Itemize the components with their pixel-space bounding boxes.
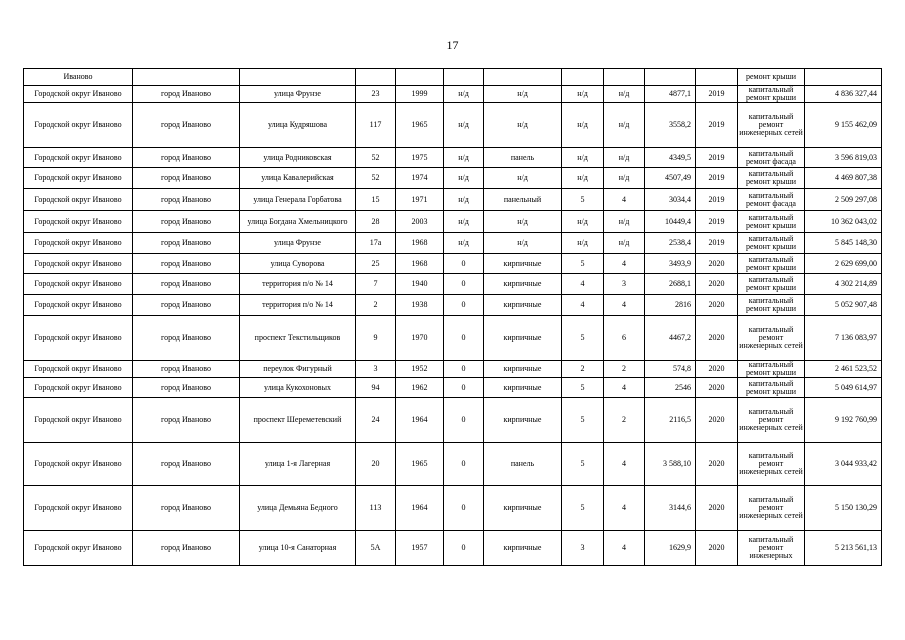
table-cell-col6: н/д [444,148,484,168]
table-cell-col6: н/д [444,86,484,103]
table-cell-col4: 94 [356,378,396,398]
table-cell-col13: 3 596 819,03 [805,148,882,168]
table-cell-col7: кирпичные [484,254,562,274]
table-cell-col1: Городской округ Иваново [24,378,133,398]
table-cell-col2: город Иваново [133,189,240,211]
table-cell-col3: проспект Текстильщиков [240,316,356,361]
table-cell-col5: 1962 [396,378,444,398]
table-cell-col12: капитальный ремонт крыши [738,361,805,378]
table-cell-col1: Городской округ Иваново [24,148,133,168]
table-cell-col8: н/д [562,103,604,148]
table-cell-col12: капитальный ремонт инженерных сетей [738,316,805,361]
table-cell-col12: капитальный ремонт фасада [738,148,805,168]
table-cell-col8: 5 [562,189,604,211]
table-cell-col11: 2020 [696,531,738,566]
table-cell-col6 [444,69,484,86]
table-cell-col11: 2020 [696,398,738,443]
table-cell-col8: 3 [562,531,604,566]
table-cell-col11: 2020 [696,378,738,398]
table-cell-col9: 2 [604,398,645,443]
table-cell-col9: 2 [604,361,645,378]
table-cell-col1: Городской округ Иваново [24,316,133,361]
table-cell-col1: Иваново [24,69,133,86]
table-cell-col3: улица Кудряшова [240,103,356,148]
table-cell-col13: 9 192 760,99 [805,398,882,443]
table-cell-col12: капитальный ремонт крыши [738,254,805,274]
table-row [24,211,882,233]
table-cell-col6: н/д [444,103,484,148]
table-cell-col5: 1965 [396,443,444,486]
table-cell-col1: Городской округ Иваново [24,295,133,316]
table-cell-col3: улица Родниковская [240,148,356,168]
table-cell-col4: 117 [356,103,396,148]
table-cell-col7: н/д [484,211,562,233]
table-cell-col6: 0 [444,316,484,361]
table-cell-col9: 6 [604,316,645,361]
table-cell-col11: 2020 [696,254,738,274]
table-cell-col13: 5 049 614,97 [805,378,882,398]
table-cell-col9: н/д [604,148,645,168]
table-cell-col10: 574,8 [645,361,696,378]
table-cell-col10: 3144,6 [645,486,696,531]
table-cell-col11: 2019 [696,103,738,148]
table-cell-col12: капитальный ремонт инженерных [738,531,805,566]
table-cell-col3: улица Суворова [240,254,356,274]
table-cell-col5: 1964 [396,398,444,443]
table-cell-col3: территория п/о № 14 [240,295,356,316]
table-cell-col8: 4 [562,274,604,295]
table-row [24,254,882,274]
table-cell-col2: город Иваново [133,254,240,274]
table-cell-col11: 2020 [696,443,738,486]
table-cell-col2: город Иваново [133,378,240,398]
table-row [24,443,882,486]
table-cell-col5: 1957 [396,531,444,566]
table-cell-col1: Городской округ Иваново [24,398,133,443]
table-cell-col4: 15 [356,189,396,211]
table-cell-col13: 5 845 148,30 [805,233,882,254]
table-cell-col2: город Иваново [133,316,240,361]
table-cell-col8: н/д [562,86,604,103]
table-cell-col8: 2 [562,361,604,378]
table-cell-col7: н/д [484,103,562,148]
table-cell-col3: улица 1-я Лагерная [240,443,356,486]
table-cell-col7: кирпичные [484,295,562,316]
table-cell-col2: город Иваново [133,86,240,103]
table-cell-col7: кирпичные [484,361,562,378]
table-cell-col4: 2 [356,295,396,316]
table-cell-col4: 23 [356,86,396,103]
table-cell-col6: 0 [444,274,484,295]
table-cell-col9: 4 [604,189,645,211]
table-cell-col6: н/д [444,168,484,189]
table-cell-col4: 25 [356,254,396,274]
table-cell-col4: 7 [356,274,396,295]
table-row [24,148,882,168]
table-cell-col11: 2019 [696,168,738,189]
table-cell-col13: 5 052 907,48 [805,295,882,316]
table-cell-col12: капитальный ремонт инженерных сетей [738,443,805,486]
table-cell-col2: город Иваново [133,361,240,378]
table-cell-col10: 4467,2 [645,316,696,361]
table-cell-col5: 1965 [396,103,444,148]
table-cell-col4: 52 [356,148,396,168]
table-cell-col11: 2020 [696,274,738,295]
table-row [24,361,882,378]
table-cell-col6: 0 [444,295,484,316]
table-row [24,486,882,531]
table-cell-col3: улица Кукохоновых [240,378,356,398]
table-cell-col10: 3493,9 [645,254,696,274]
table-row [24,168,882,189]
table-cell-col11: 2019 [696,233,738,254]
table-cell-col10: 4877,1 [645,86,696,103]
table-cell-col9: 4 [604,443,645,486]
table-cell-col13: 4 302 214,89 [805,274,882,295]
table-cell-col12: капитальный ремонт крыши [738,168,805,189]
table-cell-col6: 0 [444,361,484,378]
table-cell-col9: н/д [604,86,645,103]
table-cell-col4: 17а [356,233,396,254]
table-cell-col6: 0 [444,398,484,443]
table-cell-col8: н/д [562,233,604,254]
table-cell-col6: 0 [444,254,484,274]
table-cell-col8: 5 [562,486,604,531]
table-cell-col13: 2 629 699,00 [805,254,882,274]
table-cell-col5: 1940 [396,274,444,295]
table-cell-col13 [805,69,882,86]
table-cell-col9: н/д [604,233,645,254]
table-cell-col3: улица Фрунзе [240,86,356,103]
table-cell-col4: 9 [356,316,396,361]
table-cell-col6: 0 [444,378,484,398]
table-cell-col7: панель [484,148,562,168]
table-cell-col12: капитальный ремонт крыши [738,274,805,295]
table-cell-col12: капитальный ремонт крыши [738,233,805,254]
table-cell-col6: 0 [444,486,484,531]
table-row [24,398,882,443]
table-cell-col11: 2020 [696,361,738,378]
table-cell-col3: проспект Шереметевский [240,398,356,443]
table-cell-col9: 4 [604,531,645,566]
table-cell-col7: н/д [484,168,562,189]
table-cell-col9: 4 [604,378,645,398]
table-cell-col9: н/д [604,103,645,148]
table-cell-col5: 1968 [396,254,444,274]
table-cell-col1: Городской округ Иваново [24,86,133,103]
table-cell-col4: 5А [356,531,396,566]
table-cell-col9: 4 [604,486,645,531]
table-cell-col7: кирпичные [484,531,562,566]
table-cell-col7: кирпичные [484,274,562,295]
table-row [24,274,882,295]
table-cell-col1: Городской округ Иваново [24,233,133,254]
table-cell-col3: улица Генерала Горбатова [240,189,356,211]
housing-repair-table [23,68,882,566]
table-cell-col7 [484,69,562,86]
table-cell-col8: н/д [562,168,604,189]
table-cell-col7: кирпичные [484,486,562,531]
table-cell-col1: Городской округ Иваново [24,168,133,189]
table-cell-col10: 3 588,10 [645,443,696,486]
table-cell-col2: город Иваново [133,233,240,254]
table-cell-col11: 2020 [696,486,738,531]
table-cell-col2: город Иваново [133,148,240,168]
table-cell-col7: кирпичные [484,378,562,398]
table-cell-col9: 3 [604,274,645,295]
table-cell-col2: город Иваново [133,443,240,486]
table-row [24,378,882,398]
table-cell-col11: 2019 [696,86,738,103]
table-cell-col5: 1975 [396,148,444,168]
table-cell-col1: Городской округ Иваново [24,189,133,211]
table-cell-col1: Городской округ Иваново [24,361,133,378]
table-cell-col5: 1970 [396,316,444,361]
table-cell-col10: 2816 [645,295,696,316]
table-cell-col10: 3558,2 [645,103,696,148]
table-cell-col12: ремонт крыши [738,69,805,86]
table-cell-col9: н/д [604,168,645,189]
table-cell-col3: улица Кавалерийская [240,168,356,189]
table-cell-col5: 1968 [396,233,444,254]
table-cell-col3: улица Демьяна Бедного [240,486,356,531]
table-cell-col5: 1971 [396,189,444,211]
table-cell-col12: капитальный ремонт крыши [738,295,805,316]
table-cell-col13: 7 136 083,97 [805,316,882,361]
table-cell-col9 [604,69,645,86]
table-cell-col11: 2019 [696,211,738,233]
table-cell-col8 [562,69,604,86]
table-cell-col10: 2116,5 [645,398,696,443]
table-cell-col13: 4 469 807,38 [805,168,882,189]
table-cell-col10: 2546 [645,378,696,398]
table-cell-col10: 1629,9 [645,531,696,566]
table-row [24,103,882,148]
table-cell-col2: город Иваново [133,274,240,295]
table-cell-col2: город Иваново [133,211,240,233]
table-cell-col8: 5 [562,398,604,443]
table-cell-col11: 2020 [696,316,738,361]
table-cell-col2 [133,69,240,86]
table-cell-col7: кирпичные [484,316,562,361]
table-cell-col8: 5 [562,443,604,486]
table-cell-col1: Городской округ Иваново [24,254,133,274]
table-cell-col10: 3034,4 [645,189,696,211]
table-cell-col13: 4 836 327,44 [805,86,882,103]
table-cell-col10: 4349,5 [645,148,696,168]
table-cell-col3: переулок Фигурный [240,361,356,378]
table-cell-col4: 20 [356,443,396,486]
table-cell-col4: 3 [356,361,396,378]
table-cell-col13: 5 150 130,29 [805,486,882,531]
table-cell-col7: кирпичные [484,398,562,443]
table-cell-col6: н/д [444,189,484,211]
table-cell-col1: Городской округ Иваново [24,443,133,486]
table-cell-col3: улица Фрунзе [240,233,356,254]
table-cell-col5: 1974 [396,168,444,189]
table-cell-col10: 10449,4 [645,211,696,233]
table-row [24,316,882,361]
table-cell-col9: 4 [604,295,645,316]
table-cell-col4: 52 [356,168,396,189]
table-cell-col11: 2019 [696,189,738,211]
table-cell-col12: капитальный ремонт крыши [738,86,805,103]
table-cell-col2: город Иваново [133,531,240,566]
table-cell-col7: панельный [484,189,562,211]
table-cell-col3 [240,69,356,86]
table-row [24,295,882,316]
table-cell-col7: панель [484,443,562,486]
table-cell-col1: Городской округ Иваново [24,486,133,531]
table-cell-col9: н/д [604,211,645,233]
table-cell-col8: н/д [562,211,604,233]
table-cell-col13: 9 155 462,09 [805,103,882,148]
table-cell-col10: 2538,4 [645,233,696,254]
table-cell-col5 [396,69,444,86]
table-cell-col6: 0 [444,531,484,566]
table-cell-col11: 2020 [696,295,738,316]
table-cell-col3: территория п/о № 14 [240,274,356,295]
table-cell-col12: капитальный ремонт инженерных сетей [738,398,805,443]
table-cell-col8: 5 [562,254,604,274]
table-cell-col6: н/д [444,211,484,233]
table-cell-col12: капитальный ремонт крыши [738,378,805,398]
table-cell-col8: 4 [562,295,604,316]
table-cell-col10: 2688,1 [645,274,696,295]
table-cell-col12: капитальный ремонт фасада [738,189,805,211]
table-cell-col7: н/д [484,233,562,254]
table-cell-col6: н/д [444,233,484,254]
table-cell-col3: улица 10-я Санаторная [240,531,356,566]
table-cell-col11 [696,69,738,86]
table-cell-col2: город Иваново [133,295,240,316]
table-row [24,233,882,254]
table-cell-col8: 5 [562,378,604,398]
table-cell-col6: 0 [444,443,484,486]
table-cell-col4 [356,69,396,86]
table-cell-col5: 2003 [396,211,444,233]
table-cell-col4: 24 [356,398,396,443]
table-cell-col3: улица Богдана Хмельницкого [240,211,356,233]
table-cell-col12: капитальный ремонт крыши [738,211,805,233]
table-cell-col8: н/д [562,148,604,168]
table-cell-col1: Городской округ Иваново [24,211,133,233]
table-cell-col5: 1938 [396,295,444,316]
table-cell-col7: н/д [484,86,562,103]
table-cell-col5: 1952 [396,361,444,378]
table-cell-col4: 28 [356,211,396,233]
table-cell-col10 [645,69,696,86]
table-cell-col5: 1999 [396,86,444,103]
table-cell-col13: 2 461 523,52 [805,361,882,378]
table-cell-col11: 2019 [696,148,738,168]
table-row [24,69,882,86]
table-cell-col10: 4507,49 [645,168,696,189]
table-cell-col2: город Иваново [133,168,240,189]
table-cell-col1: Городской округ Иваново [24,274,133,295]
table-cell-col13: 2 509 297,08 [805,189,882,211]
table-cell-col13: 3 044 933,42 [805,443,882,486]
table-cell-col5: 1964 [396,486,444,531]
table-row [24,531,882,566]
table-row [24,189,882,211]
page-number: 17 [446,38,459,52]
table-cell-col8: 5 [562,316,604,361]
table-cell-col12: капитальный ремонт инженерных сетей [738,103,805,148]
table-cell-col1: Городской округ Иваново [24,531,133,566]
table-cell-col13: 5 213 561,13 [805,531,882,566]
table-cell-col13: 10 362 043,02 [805,211,882,233]
table-cell-col2: город Иваново [133,486,240,531]
table-cell-col1: Городской округ Иваново [24,103,133,148]
table-cell-col12: капитальный ремонт инженерных сетей [738,486,805,531]
table-cell-col2: город Иваново [133,103,240,148]
table-cell-col2: город Иваново [133,398,240,443]
table-cell-col9: 4 [604,254,645,274]
table-cell-col4: 113 [356,486,396,531]
table-row [24,86,882,103]
